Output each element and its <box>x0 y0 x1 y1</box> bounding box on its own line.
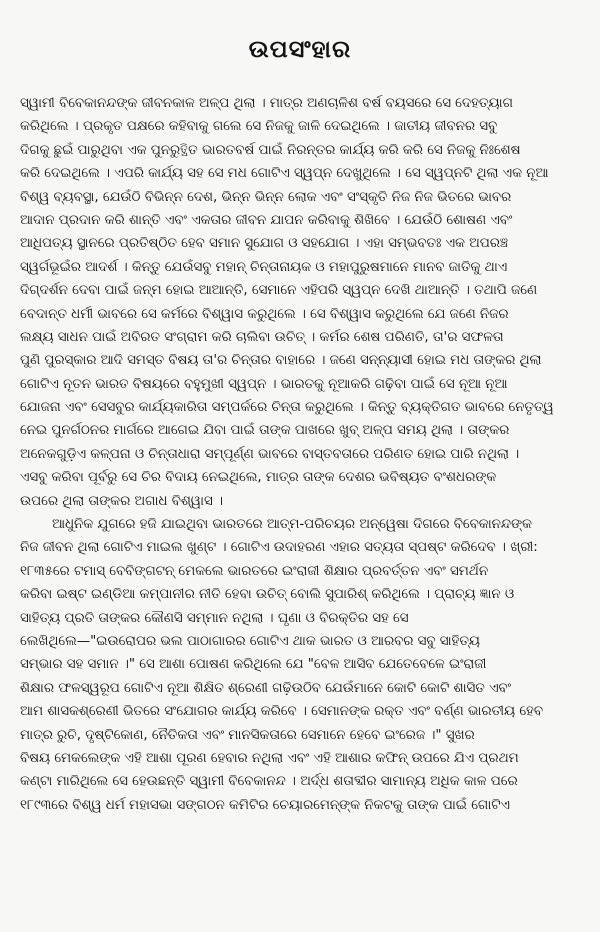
text-line: ଆଧିପତ୍ୟ ସ୍ଥାନରେ ପ୍ରତିଷ୍ଠିତ ହେବ ସମାନ ସୁଯୋଗ ଓ ସହଯୋଗ । ଏହା ସମ୍ଭବତଃ ଏକ ଅପରଞ୍ଚ <box>20 236 508 252</box>
paragraph-1 <box>20 92 582 513</box>
text-line: କରିବା ଇଷ୍ଟ ଇଣ୍ଡିଆ କମ୍ପାନୀର ନୀତି ହେବା ଉଚିତ୍ ବୋଲି ସୁପାରିଶ୍ କରିଥିଲେ । ପ୍ରାଚ୍ୟ ଜ୍ଞାନ ଓ <box>20 587 515 603</box>
text-line: ସ୍ୱର୍ଗଭୂଇଁର ଆଦର୍ଶ । କିନ୍ତୁ ଯେଉଁସବୁ ମହାନ୍ ଚିନ୍ତାନାୟକ ଓ ମହାପୁରୁଷମାନେ ମାନବ ଜାତିକୁ ଥାଏ <box>20 259 508 275</box>
text-line: ଅନେକଗୁଡ଼ିଏ କଳ୍ପନା ଓ ଚିନ୍ତାଧାରା ସମ୍ପୂର୍ଣ୍ଣ ଭାବରେ ବାସ୍ତବତାରେ ପରିଣତ ହୋଇ ପାରି ନଥିଲା । <box>20 446 520 462</box>
text-line: ଆଧୁନିକ ଯୁଗରେ ହଜି ଯାଇଥିବା ଭାରତରେ ଆତ୍ମ-ପରିଚୟର ଅନ୍ୱେଷା ଦିଗରେ ବିବେକାନନ୍ଦଙ୍କ <box>52 517 532 533</box>
text-line: ସ୍ୱାମୀ ବିବେକାନନ୍ଦଙ୍କ ଜୀବନକାଳ ଅଳ୍ପ ଥିଲା । ମାତ୍ର ଅଣଚାଳିଶ ବର୍ଷ ବୟସରେ ସେ ଦେହତ୍ୟାଗ <box>20 96 513 111</box>
text-line: ଲକ୍ଷ୍ୟ ସାଧନ ପାଇଁ ଅବିରତ ସଂଗ୍ରାମ କରି ଚାଲିବା ଉଚିତ୍ । କର୍ମର ଶେଷ ପରିଣତି, ତା'ର ସଫଳତା <box>20 329 504 345</box>
text-line: ୧୮୯୩ରେ ବିଶ୍ୱ ଧର୍ମ ମହାସଭା ସଙ୍ଗଠନ କମିଟିର ଚେୟାରମେନ୍‌ଙ୍କ ନିକଟକୁ ତାଙ୍କ ପାଇଁ ଗୋଟିଏ <box>20 797 510 813</box>
text-line: ସାହିତ୍ୟ ପ୍ରତି ତାଙ୍କର କୌଣସି ସମ୍ମାନ ନଥିଲା । ଘୃଣା ଓ ବିରକ୍ତିର ସହ ସେ <box>20 610 409 626</box>
text-line: ପୁଣି ପୁରସ୍କାର ଆଦି ସମସ୍ତ ବିଷୟ ତା'ର ଚିନ୍ତାର ବାହାରେ । ଜଣେ ସନ୍ନ୍ୟାସୀ ହୋଇ ମଧ ତାଙ୍କର ଥିଲା <box>20 353 542 369</box>
text-line: କଣ୍ଟା ମାରିଥିଲେ ସେ ହେଉଛନ୍ତି ସ୍ୱାମୀ ବିବେକାନନ୍ଦ । ଅର୍ଦ୍ଧ ଶତାବ୍ଦୀର ସାମାନ୍ୟ ଅଧିକ କାଳ ପରେ <box>20 774 518 790</box>
paragraph-2 <box>20 513 582 817</box>
text-line: ଗୋଟିଏ ନୂତନ ଭାରତ ବିଷୟରେ ବହୁମୁଖୀ ସ୍ୱପ୍ନ । ଭାରତକୁ ନୂଆକରି ଗଢ଼ିବା ପାଇଁ ସେ ନୂଆ ନୂଆ <box>20 376 508 392</box>
text-line: ଆମ ଶାସକଶ୍ରେଣୀ ଭିତରେ ସଂଯୋଗର କାର୍ଯ୍ୟ କରିବେ । ସେମାନଙ୍କ ରକ୍ତ ଏବଂ ବର୍ଣ୍ଣ ଭାରତୀୟ ହେବ <box>20 704 544 720</box>
text-line: ଉପରେ ଥିଲା ତାଙ୍କର ଅଗାଧ ବିଶ୍ୱାସ । <box>20 493 223 509</box>
text-line: ଏସବୁ କରିବା ପୂର୍ବରୁ ସେ ଚିର ବିଦାୟ ନେଇଥିଲେ, ମାତ୍ର ତାଙ୍କ ଦେଶର ଭବିଷ୍ୟତ ବଂଶଧରଙ୍କ <box>20 470 497 486</box>
text-line: ଲେଖିଥିଲେ—"ଇଉରୋପର ଭଲ ପାଠାଗାରର ଗୋଟିଏ ଥାକ ଭାରତ ଓ ଆରବର ସବୁ ସାହିତ୍ୟ <box>20 633 480 649</box>
text-line: କରି ଦେଇଥିଲେ । ଏପରି କାର୍ଯ୍ୟ ସହ ସେ ମଧ ଗୋଟିଏ ସ୍ୱପ୍ନ ଦେଖୁଥିଲେ । ସେ ସ୍ୱପ୍ନଟି ଥିଲା ଏକ ନୂଆ <box>20 166 549 182</box>
text-line: ନିଜ ଜୀବନ ଥିଲା ଗୋଟିଏ ମାଇଲ ଖୁଣ୍ଟ । ଗୋଟିଏ ଉଦାହରଣ ଏହାର ସତ୍ୟତା ସ୍ପଷ୍ଟ କରିଦେବ । ଖ୍ରୀ: <box>20 540 538 556</box>
text-line: ସମ୍ଭାର ସହ ସମାନ ।" ସେ ଆଶା ପୋଷଣ କରିଥିଲେ ଯେ "ବେଳ ଆସିବ ଯେତେବେଳେ ଇଂରାଜୀ <box>20 657 487 673</box>
text-line: ଆଦାନ ପ୍ରଦାନ କରି ଶାନ୍ତି ଏବଂ ଏକତାର ଜୀବନ ଯାପନ କରିବାକୁ ଶିଖିବେ । ଯେଉଁଠି ଶୋଷଣ ଏବଂ <box>20 212 513 228</box>
text-line: ୧୮୩୫ରେ ଟମାସ୍ ବେବିଙ୍ଗଟନ୍ ମେକଲେ ଭାରତରେ ଇଂରାଜୀ ଶିକ୍ଷାର ପ୍ରବର୍ତ୍ତନ ଏବଂ ସମର୍ଥନ <box>20 563 489 579</box>
text-line: ବିଷୟ ମେକଲେଙ୍କ ଏହି ଆଶା ପୂରଣ ହେବାର ନଥିଲା ଏବଂ ଏହି ଆଶାର କଫିନ୍ ଉପରେ ଯିଏ ପ୍ରଥମ <box>20 750 519 766</box>
text-line: ମାତ୍ର ରୁଚି, ଦୃଷ୍ଟିକୋଣ, ନୈତିକତା ଏବଂ ମାନସିକତାରେ ସେମାନେ ହେବେ ଇଂରେଜ ।" ସୁଖର <box>20 727 475 743</box>
text-line: ବେଦାନ୍ତ ଧର୍ମୀ ଭାବରେ ସେ କର୍ମରେ ବିଶ୍ୱାସ କରୁଥିଲେ । ସେ ବିଶ୍ୱାସ କରୁଥିଲେ ଯେ ଜଣେ ନିଜର <box>20 306 509 322</box>
text-line: ଦିଗ୍‌ଦର୍ଶନ ଦେବା ପାଇଁ ଜନ୍ମ ହୋଇ ଆଆନ୍ତି, ସେମାନେ ଏହିପରି ସ୍ୱପ୍ନ ଦେଖି ଥାଆନ୍ତି । ତଥାପି ଜଣେ <box>20 283 538 299</box>
document-body <box>20 92 582 817</box>
text-line: ବିଶ୍ୱ ବ୍ୟବସ୍ଥା, ଯେଉଁଠି ବିଭିନ୍ନ ଦେଶ, ଭିନ୍ନ ଭିନ୍ନ ଲୋକ ଏବଂ ସଂସ୍କୃତି ନିଜ ନିଜ ଭିତରେ ଭାବର <box>20 189 512 205</box>
text-line: ନେଇ ପୁନର୍ଗଠନର ମାର୍ଗରେ ଆଗେଇ ଯିବା ପାଇଁ ତାଙ୍କ ପାଖରେ ଖୁବ୍ ଅଳ୍ପ ସମୟ ଥିଲା । ତାଙ୍କର <box>20 423 510 439</box>
text-line: କରିଥିଲେ । ପ୍ରକୃତ ପକ୍ଷରେ କହିବାକୁ ଗଲେ ସେ ନିଜକୁ ଜାଳି ଦେଇଥିଲେ । ଜାତୀୟ ଜୀବନର ସବୁ <box>20 119 498 135</box>
page-title: ଉପସଂହାର <box>248 35 352 63</box>
text-line: ଦିଗକୁ ଛୁଇଁ ପାରୁଥିବା ଏକ ପୁନରୁତ୍ଥିତ ଭାରତବର୍ଷ ପାଇଁ ନିରନ୍ତର କାର୍ଯ୍ୟ କରି କରି ସେ ନିଜକୁ ନିଃଶେଷ <box>20 142 521 158</box>
text-line: ଯୋଜନା ଏବଂ ସେସବୁର କାର୍ଯ୍ୟକାରିତା ସମ୍ପର୍କରେ ଚିନ୍ତା କରୁଥିଲେ । କିନ୍ତୁ ବ୍ୟକ୍ତିଗତ ଭାବରେ ନେତୃତ୍ୱ <box>20 400 554 416</box>
text-line: ଶିକ୍ଷାର ଫଳସ୍ୱରୂପ ଗୋଟିଏ ନୂଆ ଶିକ୍ଷିତ ଶ୍ରେଣୀ ଗଢ଼ିଉଠିବ ଯେଉଁମାନେ କୋଟି କୋଟି ଶାସିତ ଏବଂ <box>20 680 512 696</box>
